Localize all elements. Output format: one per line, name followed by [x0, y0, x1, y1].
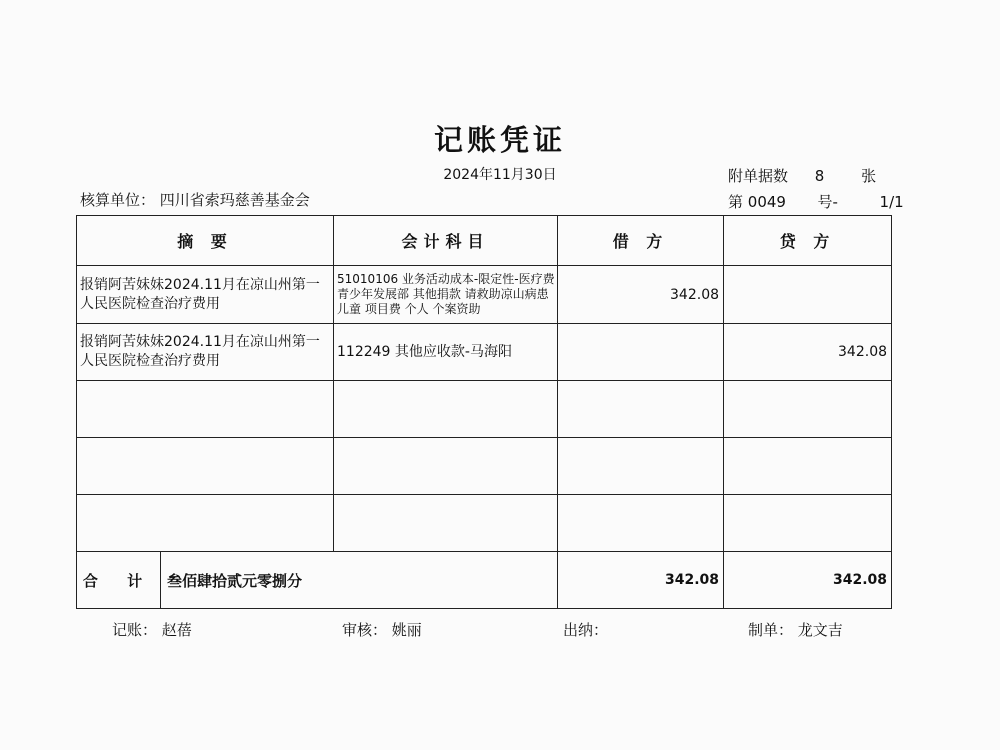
header-subject: 会计科目	[334, 216, 558, 266]
empty-row	[77, 381, 892, 438]
accounting-unit	[80, 189, 310, 210]
bookkeeper-label: 记账：	[112, 621, 158, 639]
header-credit: 贷 方	[724, 216, 892, 266]
total-row	[77, 552, 892, 609]
no-suffix: 号-	[817, 193, 838, 211]
row-credit	[724, 266, 892, 324]
empty-row	[77, 438, 892, 495]
attach-count: 8	[814, 167, 825, 185]
reviewer-label: 审核：	[342, 621, 388, 639]
cashier-label: 出纳：	[563, 621, 609, 639]
preparer-name: 龙文吉	[797, 621, 843, 639]
header-summary: 摘 要	[77, 216, 334, 266]
preparer	[748, 619, 843, 640]
unit-label: 核算单位：	[80, 191, 156, 209]
row-subject: 112249 其他应收款-马海阳	[334, 324, 558, 381]
total-label: 合 计	[77, 552, 161, 609]
reviewer	[342, 619, 422, 640]
cashier	[563, 619, 608, 640]
table-header-row	[77, 216, 892, 266]
no-prefix: 第	[728, 193, 744, 211]
attach-unit: 张	[861, 167, 877, 185]
total-amount-words: 叁佰肆拾贰元零捌分	[161, 552, 558, 609]
preparer-label: 制单：	[748, 621, 794, 639]
row-summary: 报销阿苦妹妹2024.11月在凉山州第一人民医院检查治疗费用	[77, 266, 334, 324]
voucher-title: 记账凭证	[433, 123, 566, 157]
no-value: 0049	[747, 193, 786, 211]
reviewer-name: 姚丽	[391, 621, 422, 639]
total-debit: 342.08	[558, 552, 724, 609]
bookkeeper	[112, 619, 192, 640]
attach-label: 附单据数	[728, 167, 789, 185]
attachment-count-row	[728, 165, 876, 186]
table-row	[77, 324, 892, 381]
table-row	[77, 266, 892, 324]
voucher-date: 2024年11月30日	[443, 167, 557, 183]
page-fraction: 1/1	[879, 193, 904, 211]
row-credit: 342.08	[724, 324, 892, 381]
row-subject: 51010106 业务活动成本-限定性-医疗费 青少年发展部 其他捐款 请救助凉山病患儿童 项目费 个人 个案资助	[334, 266, 558, 324]
empty-row	[77, 495, 892, 552]
bookkeeper-name: 赵蓓	[161, 621, 192, 639]
total-credit: 342.08	[724, 552, 892, 609]
voucher-table	[76, 215, 892, 609]
unit-name: 四川省索玛慈善基金会	[159, 191, 310, 209]
row-debit	[558, 324, 724, 381]
header-debit: 借 方	[558, 216, 724, 266]
voucher-number-row	[728, 191, 904, 212]
row-summary: 报销阿苦妹妹2024.11月在凉山州第一人民医院检查治疗费用	[77, 324, 334, 381]
row-debit: 342.08	[558, 266, 724, 324]
